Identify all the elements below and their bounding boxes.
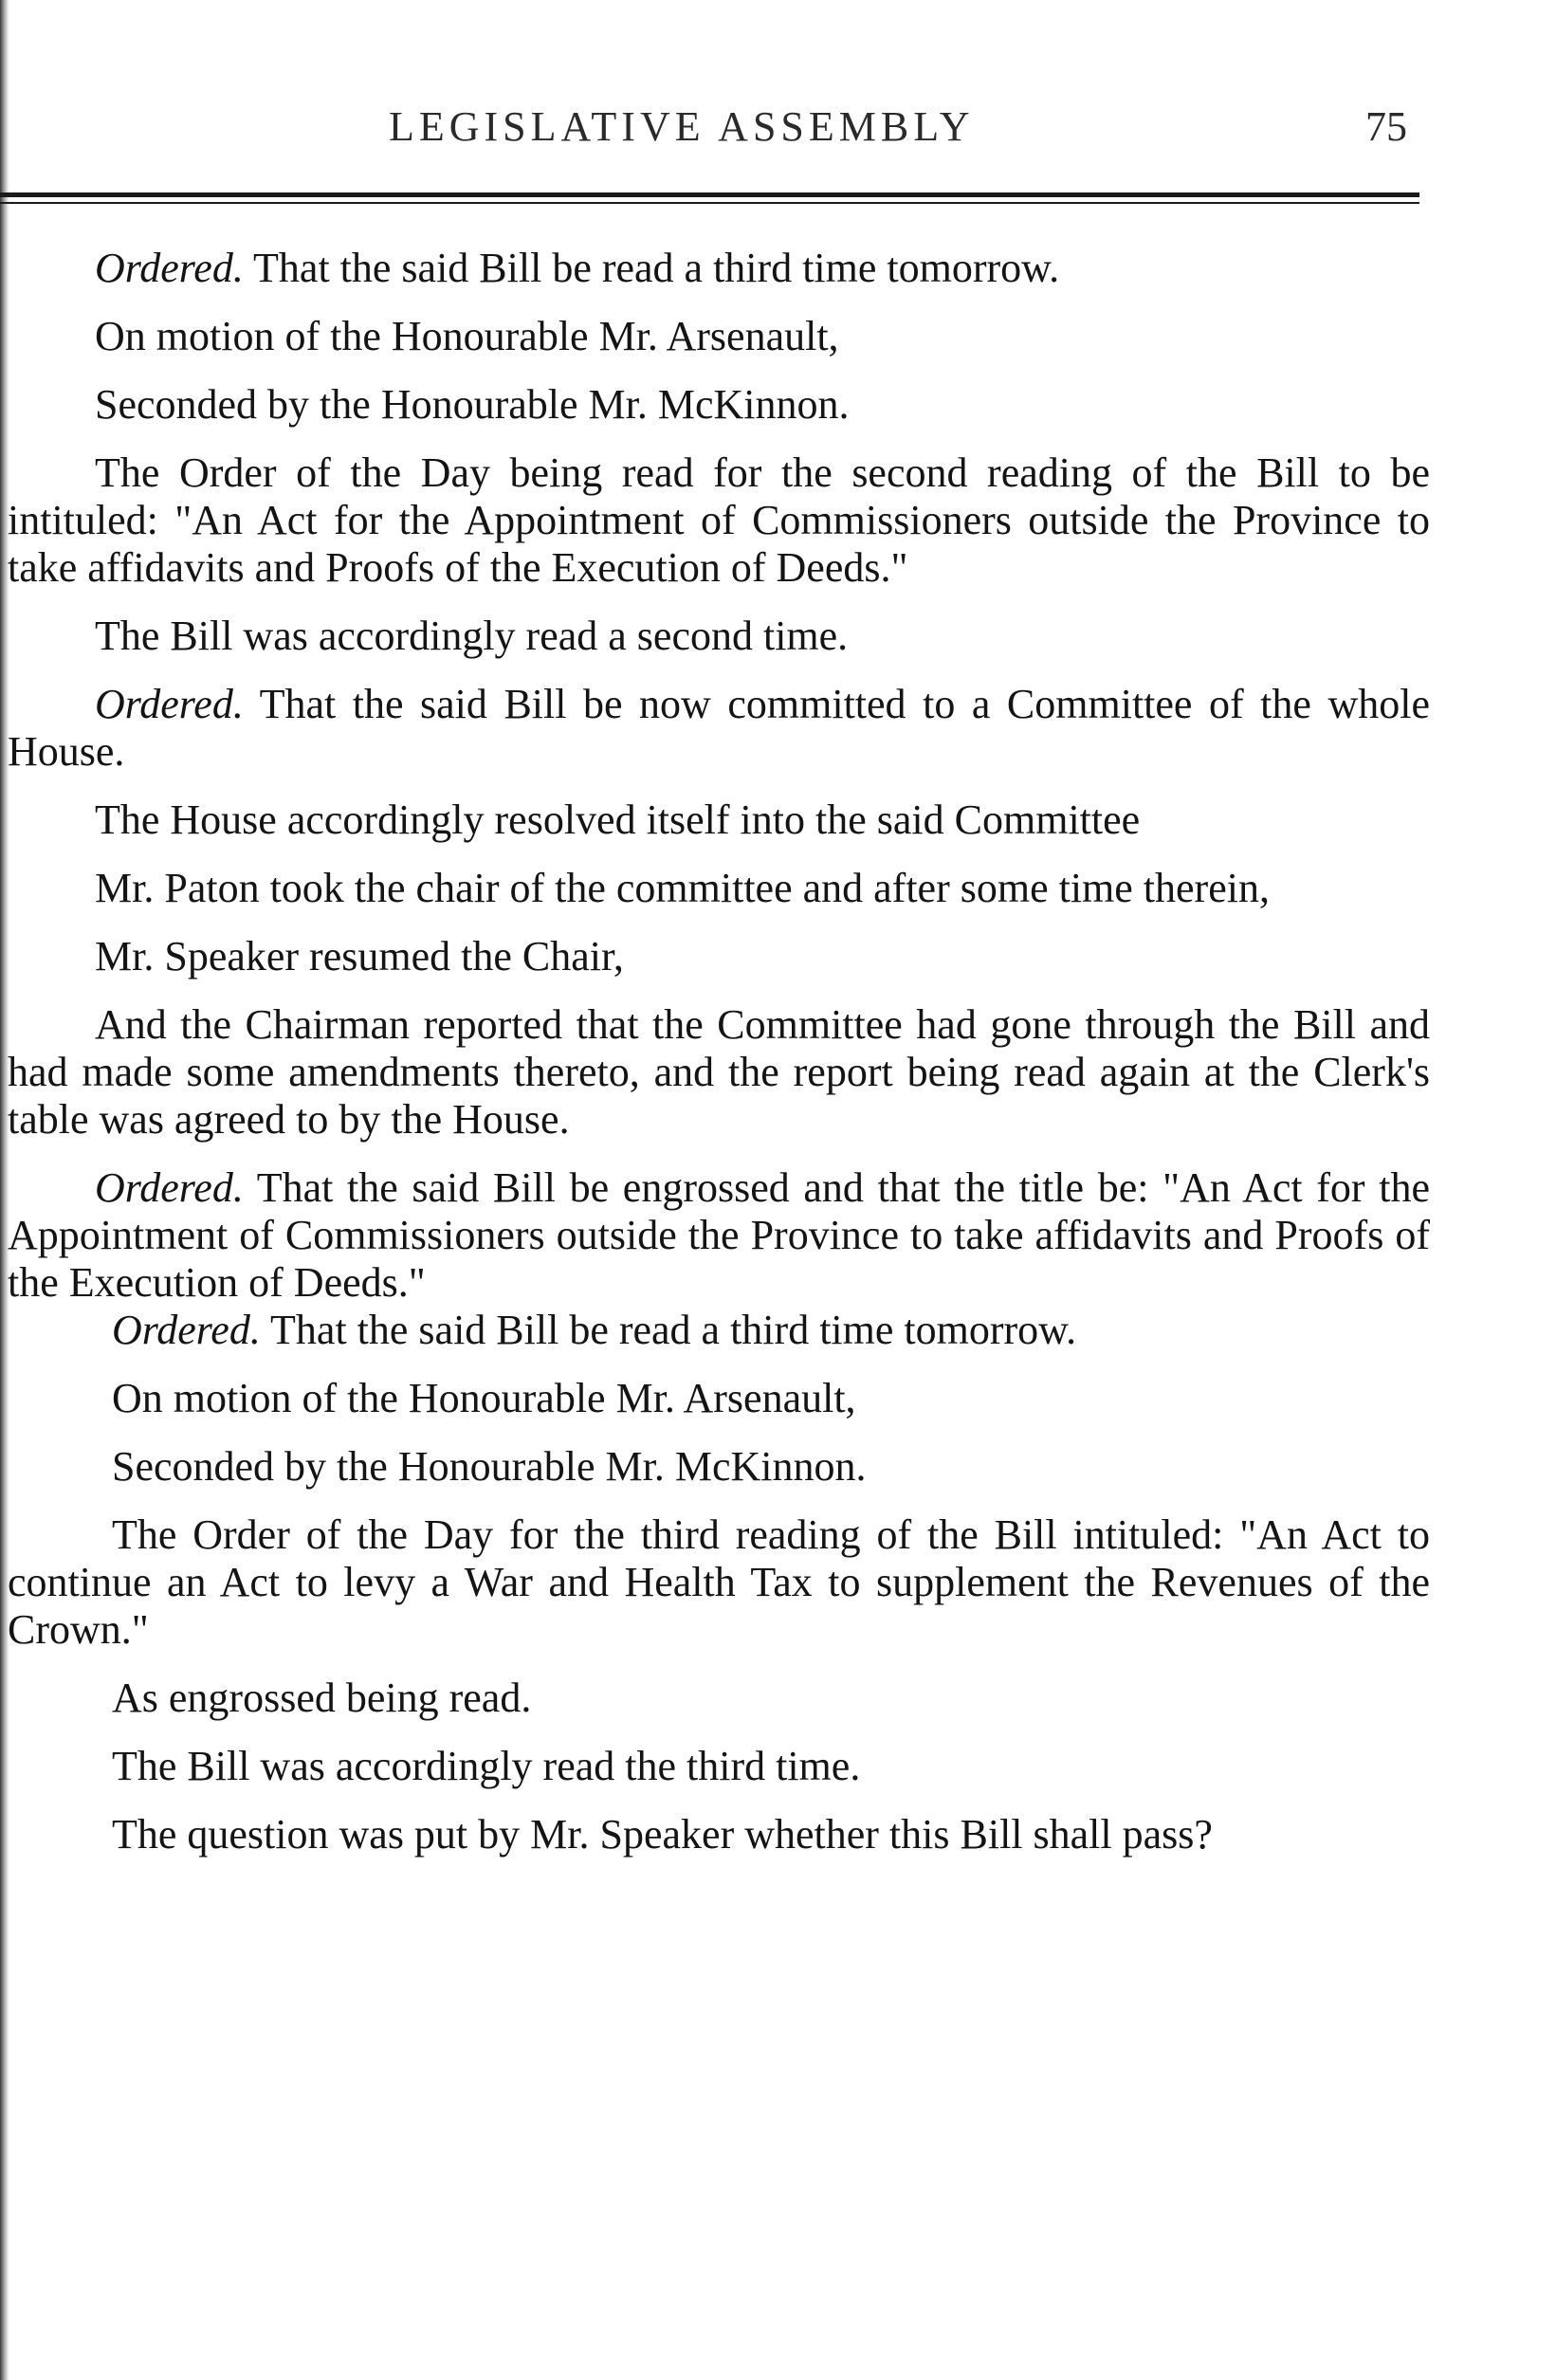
paragraph-2 xyxy=(8,313,1430,360)
paragraph-10 xyxy=(8,1001,1430,1144)
paragraph-text: Mr. Speaker resumed the Chair, xyxy=(95,933,624,979)
paragraph-text: The Order of the Day for the third reading of the Bill intituled: "An Act to continue an Act to levy a War and Health Tax to supplement the Revenues of the Crown." xyxy=(8,1511,1430,1653)
paragraph-text: The House accordingly resolved itself into the said Committee xyxy=(95,796,1141,843)
paragraph-7 xyxy=(8,796,1430,844)
journal-body xyxy=(8,245,1430,1879)
header-rule-thin xyxy=(0,202,1419,204)
header-rule xyxy=(0,192,1419,197)
paragraph-16 xyxy=(8,1675,1430,1722)
paragraph-text: That the said Bill be engrossed and that the title be: "An Act for the Appointment of Commissioners outside the Province to take affidavits and Proofs of the Execution of Deeds." xyxy=(8,1164,1430,1306)
paragraph-17 xyxy=(8,1743,1430,1790)
paragraph-3 xyxy=(8,381,1430,429)
paragraph-text: That the said Bill be read a third time tomorrow. xyxy=(243,245,1060,291)
paragraph-text: As engrossed being read. xyxy=(112,1675,532,1721)
paragraph-text: On motion of the Honourable Mr. Arsenault, xyxy=(95,313,839,359)
paragraph-text: The question was put by Mr. Speaker whether this Bill shall pass? xyxy=(112,1811,1213,1858)
paragraph-text: That the said Bill be now committed to a Committee of the whole House. xyxy=(8,681,1430,775)
paragraph-text: On motion of the Honourable Mr. Arsenault, xyxy=(112,1375,856,1421)
paragraph-text: Seconded by the Honourable Mr. McKinnon. xyxy=(95,381,850,428)
paragraph-14 xyxy=(8,1443,1430,1491)
paragraph-text: The Bill was accordingly read the third time. xyxy=(112,1743,861,1789)
running-title: LEGISLATIVE ASSEMBLY xyxy=(389,103,975,150)
ordered-label: Ordered. xyxy=(95,681,244,727)
paragraph-text: Mr. Paton took the chair of the committee and after some time therein, xyxy=(95,865,1270,911)
running-header xyxy=(0,102,1556,159)
paragraph-5 xyxy=(8,613,1430,660)
paragraph-text: That the said Bill be read a third time tomorrow. xyxy=(260,1307,1077,1353)
paragraph-9 xyxy=(8,933,1430,980)
paragraph-13 xyxy=(8,1375,1430,1422)
ordered-label: Ordered. xyxy=(95,245,244,291)
ordered-label: Ordered. xyxy=(95,1164,244,1211)
paragraph-4 xyxy=(8,449,1430,592)
paragraph-8 xyxy=(8,865,1430,912)
paragraph-text: The Order of the Day being read for the second reading of the Bill to be intituled: "An Act for the Appointment of Commissioners outside the Province to take affidavits and Proofs of the Execution of Deeds." xyxy=(8,449,1430,591)
paragraph-text: And the Chairman reported that the Committee had gone through the Bill and had made some amendments thereto, and the report being read again at the Clerk's table was agreed to by the House. xyxy=(8,1001,1430,1143)
paragraph-12 xyxy=(8,1307,1430,1354)
ordered-label: Ordered. xyxy=(112,1307,261,1353)
page-number: 75 xyxy=(1365,103,1407,150)
paragraph-11 xyxy=(8,1164,1430,1307)
paragraph-1 xyxy=(8,245,1430,292)
paragraph-18 xyxy=(8,1811,1430,1858)
paragraph-15 xyxy=(8,1511,1430,1654)
paragraph-text: Seconded by the Honourable Mr. McKinnon. xyxy=(112,1443,867,1490)
paragraph-text: The Bill was accordingly read a second time. xyxy=(95,613,849,659)
paragraph-6 xyxy=(8,681,1430,776)
